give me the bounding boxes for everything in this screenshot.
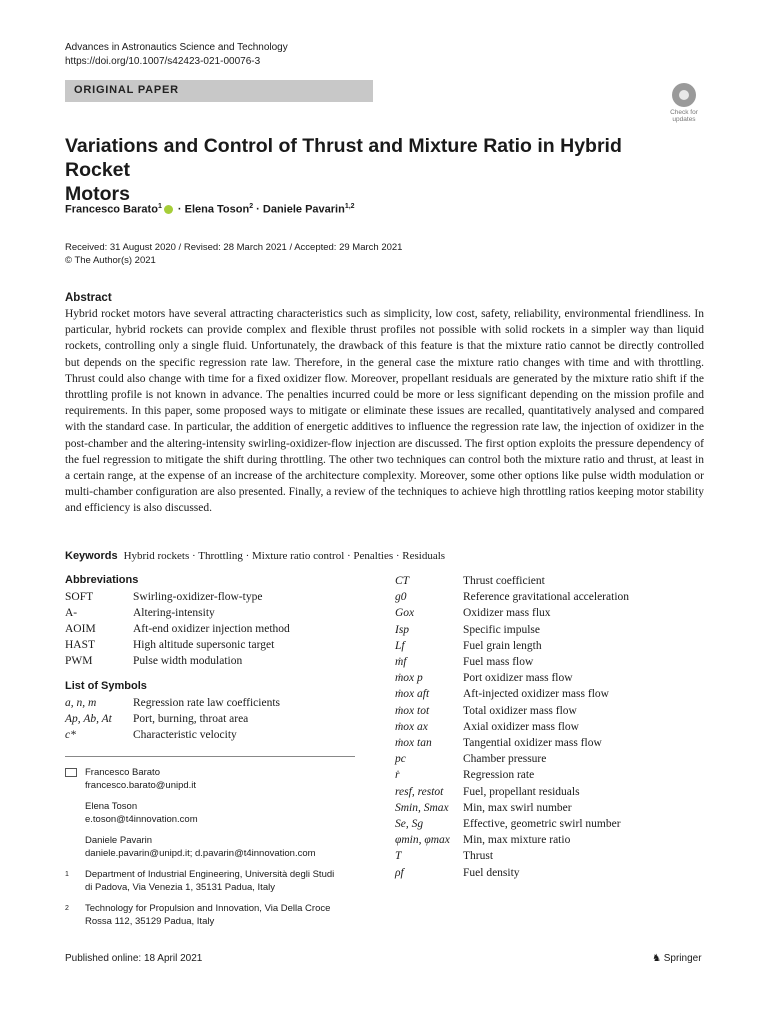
corr-email[interactable]: francesco.barato@unipd.it <box>85 780 197 791</box>
symbol: Ap, Ab, At <box>65 713 112 725</box>
check-updates-icon <box>672 83 696 107</box>
symbol: resf, restot <box>395 785 444 798</box>
publisher-logo <box>652 953 702 964</box>
symbol-def: Effective, geometric swirl number <box>463 818 621 830</box>
journal-header <box>65 41 288 69</box>
abbr-term: PWM <box>65 655 93 667</box>
symbol-def: Min, max mixture ratio <box>463 834 571 847</box>
symbol-def: Fuel density <box>463 866 520 879</box>
corr-name: Daniele Pavarin <box>85 835 153 846</box>
symbol-def: Oxidizer mass flux <box>463 607 551 620</box>
correspondence-block <box>85 766 316 860</box>
symbol: Se, Sg <box>395 818 424 830</box>
symbol-def: Thrust <box>463 850 494 863</box>
symbol: Isp <box>395 623 410 636</box>
symbol: ṁox ax <box>395 720 428 733</box>
corr-email[interactable]: daniele.pavarin@unipd.it; d.pavarin@t4innovation.com <box>85 848 316 859</box>
article-dates <box>65 241 402 267</box>
symbol: Smin, Smax <box>395 801 449 814</box>
symbol: a, n, m <box>65 697 97 709</box>
symbol-def: Chamber pressure <box>463 753 547 766</box>
author-affil-sup: 1 <box>157 203 162 210</box>
symbol-def: Fuel mass flow <box>463 656 534 668</box>
symbol-def: Characteristic velocity <box>133 729 237 741</box>
symbol: φmin, φmax <box>395 834 450 847</box>
affil-line: Technology for Propulsion and Innovation, Via Della Croce <box>85 903 331 914</box>
author-affil-sup: 1,2 <box>344 203 355 210</box>
paper-title <box>65 134 665 206</box>
symbol: ṙ <box>395 769 400 782</box>
symbol: Lf <box>395 639 405 652</box>
symbol-def: Regression rate <box>463 769 535 782</box>
keywords <box>65 550 705 562</box>
symbol-def: Reference gravitational acceleration <box>463 591 630 604</box>
author-name[interactable]: Francesco Barato <box>65 203 158 216</box>
symbol: CT <box>395 575 410 587</box>
symbol: ṁox aft <box>395 688 430 701</box>
affiliation-2 <box>65 902 365 930</box>
symbol-def: Specific impulse <box>463 623 540 636</box>
published-date: Published online: 18 April 2021 <box>65 953 203 964</box>
springer-horse-icon: ♞ <box>652 953 661 964</box>
affil-number: 2 <box>65 905 69 912</box>
history-dates: Received: 31 August 2020 / Revised: 28 March 2021 / Accepted: 29 March 2021 <box>65 242 403 253</box>
article-type-banner <box>65 80 373 102</box>
article-type-label: ORIGINAL PAPER <box>74 84 179 96</box>
symbol: ṁox p <box>395 672 423 685</box>
abbr-def: Pulse width modulation <box>133 655 243 667</box>
affil-line: Department of Industrial Engineering, Università degli Studi <box>85 869 335 880</box>
abbr-term: AOIM <box>65 623 96 635</box>
affil-line: di Padova, Via Venezia 1, 35131 Padua, Italy <box>85 882 275 893</box>
symbol: ṁf <box>395 656 407 668</box>
footnote-divider <box>65 756 355 757</box>
abbr-def: Altering-intensity <box>133 607 215 619</box>
corr-email[interactable]: e.toson@t4innovation.com <box>85 814 198 825</box>
check-for-updates-badge[interactable] <box>664 83 704 123</box>
title-line-2: Motors <box>65 183 130 205</box>
symbol: pc <box>395 753 406 766</box>
corr-name: Elena Toson <box>85 801 138 812</box>
author-name[interactable]: Daniele Pavarin <box>262 203 345 216</box>
symbol-def: Fuel, propellant residuals <box>463 785 580 798</box>
affiliation-1 <box>65 868 365 896</box>
abbr-def: Aft-end oxidizer injection method <box>133 623 290 635</box>
symbol-def: Min, max swirl number <box>463 801 572 814</box>
symbol: T <box>395 850 402 863</box>
symbol-def: Port, burning, throat area <box>133 713 249 725</box>
publisher-name: Springer <box>663 953 702 964</box>
doi-link[interactable]: https://doi.org/10.1007/s42423-021-00076-3 <box>65 56 261 67</box>
abstract-heading: Abstract <box>65 292 112 304</box>
symbol-def: Regression rate law coefficients <box>133 697 280 709</box>
abbr-term: A- <box>65 607 78 619</box>
copyright: © The Author(s) 2021 <box>65 255 156 266</box>
abbreviations-heading: Abbreviations <box>65 574 139 586</box>
symbol-def: Aft-injected oxidizer mass flow <box>463 688 609 701</box>
check-label-1: Check for <box>670 109 698 116</box>
keywords-list: Hybrid rockets · Throttling · Mixture ratio control · Penalties · Residuals <box>123 550 446 562</box>
author-name[interactable]: Elena Toson <box>184 203 250 216</box>
author-affil-sup: 2 <box>249 203 254 210</box>
symbol: ρf <box>395 866 404 879</box>
envelope-icon <box>65 768 77 777</box>
symbol: c* <box>65 729 76 741</box>
abbr-def: Swirling-oxidizer-flow-type <box>133 591 263 603</box>
check-label-2: updates <box>672 116 696 123</box>
abbr-term: HAST <box>65 639 96 651</box>
orcid-icon[interactable] <box>164 205 173 214</box>
symbol-def: Axial oxidizer mass flow <box>463 720 579 733</box>
symbol: ṁox tot <box>395 704 430 717</box>
affil-number: 1 <box>65 871 69 878</box>
symbol: g0 <box>395 591 407 604</box>
symbol-def: Total oxidizer mass flow <box>463 704 577 717</box>
affil-line: Rossa 112, 35129 Padua, Italy <box>85 916 215 927</box>
symbol: ṁox tan <box>395 737 432 749</box>
title-line-1: Variations and Control of Thrust and Mixture Ratio in Hybrid Rocket <box>65 135 622 181</box>
abstract-text: Hybrid rocket motors have several attracting characteristics such as simplicity, low cost, safety, reliability, environmental friendliness. In particular, hybrid rockets can provide complex and flexible thrust profiles not possible with solid rockets in a simpler way than liquid rockets, controlling only a single fluid. Unfortunately, the drawback of this feature is that the mixture ratio cannot be directly controlled but depends on the specific regression rate law. Therefore, in the general case the mixture ratio changes with time and with throttling. Thrust could also change with time for a fixed oxidizer flow. Moreover, propellant residuals are generated by the mixture ratio shift if the throttling profile is not known in advance. The penalties incurred could be more or less significant depending on the mission profile and requirements. In this paper, some proposed ways to mitigate or eliminate these issues are recalled, quantitatively analysed and compared with the standard case. In particular, the addition of energetic additives to influence the regression rate law, the injection of oxidizer in the post-chamber and the altering-intensity swirling-oxidizer-flow injection are discussed. The first option exploits the pressure dependency of the fuel regression to mitigate the shift during throttling. The other two techniques can control both the mixture ratio and thrust, at least in a certain range, at the expense of an increase of the architecture complexity. Moreover, some other options like pulse width modulation or multi-chamber configuration are also presented. Finally, a review of the techniques to achieve high throttling ratios keeping motor stability and efficiency is also discussed. <box>65 308 704 515</box>
symbol-def: Port oxidizer mass flow <box>463 672 573 685</box>
author-list: Francesco Barato$^1$ · Elena Toson$^2$ · Daniele Pavarin$^{1,2}$ <box>65 203 355 216</box>
symbol-def: Tangential oxidizer mass flow <box>463 737 602 749</box>
abbr-def: High altitude supersonic target <box>133 639 275 651</box>
keywords-label: Keywords <box>65 550 118 562</box>
symbol: Gox <box>395 607 415 620</box>
corr-name: Francesco Barato <box>85 767 160 778</box>
journal-name: Advances in Astronautics Science and Technology <box>65 42 288 53</box>
abbr-term: SOFT <box>65 591 94 603</box>
symbols-heading: List of Symbols <box>65 680 147 692</box>
symbol-def: Fuel grain length <box>463 639 542 652</box>
symbol-def: Thrust coefficient <box>463 575 545 587</box>
